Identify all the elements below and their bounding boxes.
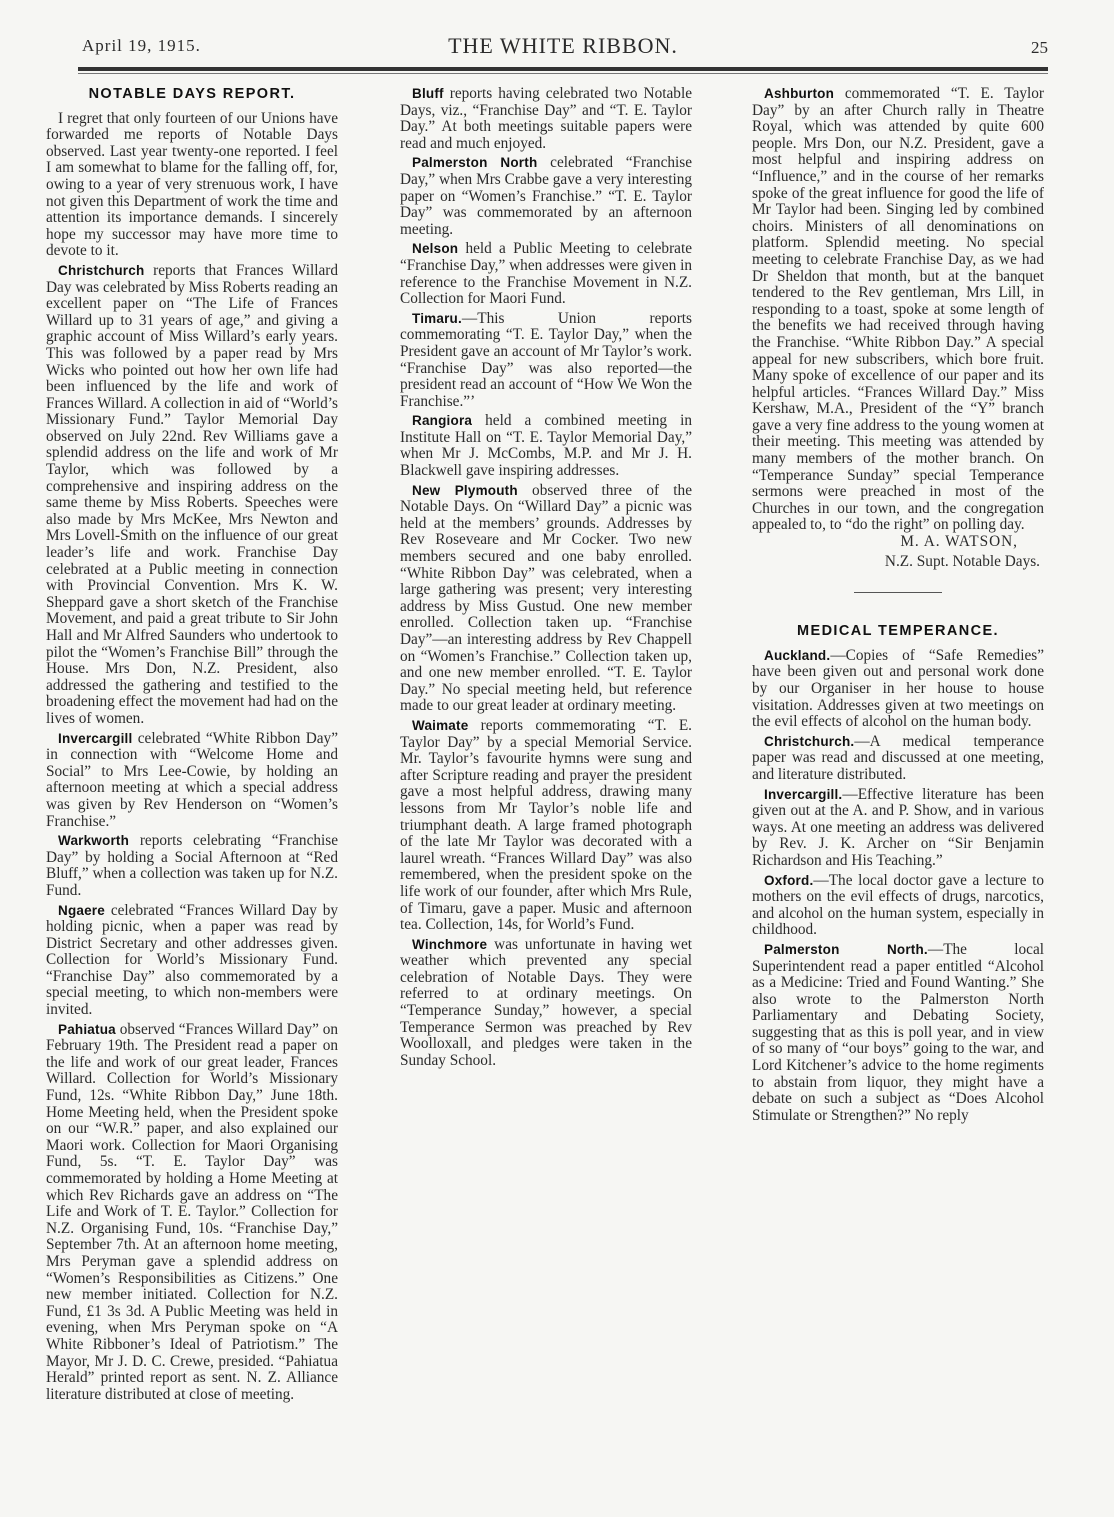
medical-place: Palmerston North. [764,941,928,957]
section-title-notable-days: NOTABLE DAYS REPORT. [88,86,296,102]
report-place: Timaru. [412,310,462,326]
report-paragraph [400,86,692,152]
column-3 [752,86,1044,1124]
header-rule [78,67,1048,71]
report-place: Rangiora [412,413,473,429]
report-place: Waimate [412,717,469,733]
report-text: reports celebrating “Franchise Day” by holding a Social Afternoon at “Red Bluff,” when a collection was taken up for N.Z. Fund. [46,832,338,899]
report-paragraph [400,241,692,307]
publication-title: THE WHITE RIBBON. [448,33,678,58]
report-text: —This Union reports commemorating “T. E. Taylor Day,” when the President gave an account of Mr Taylor’s work. “Franchise Day” was also reported—the president read an account of “How We Won the Franchise.”’ [400,309,692,410]
report-text: commemorated “T. E. Taylor Day” by an after Church rally in Theatre Royal, which was attended by quite 600 people. Mrs Don, our N.Z. President, gave a most helpful and inspiring address on “Influence,” and in the course of her remarks spoke of the great influence for good the life of Mr Taylor had been. Singing led by combined choirs. Ministers of all denominations on platform. Splendid meeting. No special meeting to celebrate Franchise Day, as we had Dr Sheldon that month, but at the banquet tendered to the Rev gentleman, Mrs Lill, in responding to a toast, spoke at some length of the benefits we had received through having the Franchise. “White Ribbon Day.” A special appeal for new subscribers, which bore fruit. Many spoke of excellence of our paper and its helpful articles. “Frances Willard Day.” Miss Kershaw, M.A., President of the “Y” branch gave a very fine address to the young women at their meeting. This meeting was attended by many members of the mother branch. On “Temperance Sunday” special Temperance sermons were preached in most of the Churches in our town, and the congregation appealed to, to “do the right” on polling day. [752,85,1044,534]
report-place: New Plymouth [412,482,518,498]
signature-name: M. A. WATSON, [900,533,1018,551]
section-divider [854,592,942,593]
header-rule-thin [78,73,1048,74]
medical-place: Invercargill. [764,786,843,802]
report-place: Palmerston North [412,155,538,171]
signature-block [752,534,1044,570]
report-paragraph [46,731,338,831]
report-place: Warkworth [58,833,130,849]
medical-place: Oxford. [764,872,814,888]
medical-text: —A medical temperance paper was read and discussed at one meeting, and literature distributed. [752,732,1044,783]
report-paragraph [46,1022,338,1404]
report-text: was unfortunate in having wet weather which prevented any special celebration of Notable Days. They were referred to at ordinary meetings. On “Temperance Sunday,” however, a special Temperance Sermon was preached by Rev Woolloxall, and pledges were taken in the Sunday School. [400,935,692,1069]
report-paragraph [46,903,338,1019]
report-text: held a Public Meeting to celebrate “Franchise Day,” when addresses were given in reference to the Franchise Movement in N.Z. Collection for Maori Fund. [400,240,692,308]
report-place: Pahiatua [58,1021,116,1037]
medical-text: —Effective literature has been given out at the A. and P. Show, and in various ways. At one meeting an address was delivered by Rev. J. K. Archer on “Sir Benjamin Richardson and His Teaching.” [752,785,1044,869]
report-paragraph [400,483,692,715]
report-text: held a combined meeting in Institute Hall on “T. E. Taylor Memorial Day,” when Mr J. McCombs, M.P. and Mr J. H. Blackwell gave inspiring addresses. [400,412,692,480]
column-1 [46,86,338,1403]
report-paragraph [400,413,692,479]
page-number: 25 [1031,38,1048,57]
report-paragraph [46,833,338,899]
medical-text: —The local doctor gave a lecture to mothers on the evil effects of drugs, narcotics, and alcohol on the human system, especially in childhood. [752,871,1044,939]
report-place: Bluff [412,86,444,101]
report-paragraph [46,263,338,728]
report-text: reports that Frances Willard Day was celebrated by Miss Roberts reading an excellent paper on “The Life of Frances Willard up to 31 years of age,” and giving a graphic account of Miss Willard’s early years. This was followed by a paper read by Mrs Wicks who pointed out how her own life had been influenced by the life and work of Frances Willard. A collection in aid of “World’s Missionary Fund.” Taylor Memorial Day observed on July 22nd. Rev Williams gave a splendid address on the life and work of Mr Taylor, which was followed by a comprehensive and inspiring address on the same theme by Miss Roberts. Speeches were also made by Mrs McKee, Mrs Newton and Mrs Lovell-Smith on the influence of our great leader’s life and work. Franchise Day celebrated at a Public meeting in connection with Provincial Convention. Mrs K. W. Sheppard gave a short sketch of the Franchise Movement, and paid a great tribute to Sir John Hall and Mr Alfred Saunders who undertook to pilot the “Women’s Franchise Bill” through the House. Mrs Don, N.Z. President, also addressed the gathering and testified to the broadening effect the movement had had on the lives of women. [46,261,338,727]
report-place: Winchmore [412,936,488,952]
report-paragraph [400,937,692,1070]
report-paragraph [400,311,692,411]
report-text: reports commemorating “T. E. Taylor Day” by a special Memorial Service. Mr. Taylor’s favourite hymns were sung and after Scripture reading and prayer the president gave a most helpful address, drawing many lessons from Mr Taylor’s noble life and triumphant death. A large framed photograph of the late Mr Taylor was decorated with a laurel wreath. “Frances Willard Day” was also remembered, when the president spoke on the life work of our founder, after which Mrs Rule, of Timaru, gave a paper. Music and afternoon tea. Collection, 14s, for World’s Fund. [400,716,692,934]
medical-text: —Copies of “Safe Remedies” have been given out and personal work done by our Organiser in her house to house visitation. Addresses given at two meetings on the evil effects of alcohol on the human body. [752,646,1044,731]
report-place: Ashburton [764,86,835,101]
medical-paragraph [752,648,1044,731]
report-place: Ngaere [58,902,105,918]
report-text: observed “Frances Willard Day” on February 19th. The President read a paper on the life and work of our great leader, Frances Willard. Collection for World’s Missionary Fund, 12s. “White Ribbon Day,” June 18th. Home Meeting held, when the President spoke on our “W.R.” paper, and also explained our Maori work. Collection for Maori Organising Fund, 5s. “T. E. Taylor Day” was commemorated by holding a Home Meeting at which Rev Richards gave an address on “The Life and Work of T. E. Taylor.” Collection for N.Z. Organising Fund, 10s. “Franchise Day,” September 7th. At an afternoon home meeting, Mrs Peryman gave a splendid address on “Women’s Responsibilities as Citizens.” One new member initiated. Collection for N.Z. Fund, £1 3s 3d. A Public Meeting was held in evening, when Mrs Peryman spoke on “A White Ribboner’s Ideal of Patriotism.” The Mayor, Mr J. D. C. Crewe, presided. “Pahiatua Herald” printed report as sent. N. Z. Alliance literature distributed at close of meeting. [46,1020,338,1403]
medical-paragraph [752,873,1044,939]
medical-place: Christchurch. [764,733,855,749]
signature-title: N.Z. Supt. Notable Days. [884,552,1040,570]
medical-text: —The local Superintendent read a paper entitled “Alcohol as a Medicine: Tried and Found Wanting.” She also wrote to the Palmerston North Parliamentary and Debating Society, suggesting that as this is poll year, and in view of so many of “our boys” going to the war, and Lord Kitchener’s advice to the home regiments to abstain from liquor, they might have a debate on such a subject as “Does Alcohol Stimulate or Strengthen?” No reply [752,940,1044,1124]
report-text: reports having celebrated two Notable Days, viz., “Franchise Day” and “T. E. Taylor Day.” At both meetings suitable papers were read and much enjoyed. [400,85,692,152]
report-place: Invercargill [58,730,133,746]
medical-paragraph [752,787,1044,870]
report-paragraph [752,86,1044,534]
column-2 [400,86,692,1069]
page-header [78,30,1048,66]
report-place: Nelson [412,241,459,257]
report-place: Christchurch [58,262,145,278]
report-text: celebrated “White Ribbon Day” in connection with “Welcome Home and Social” to Mrs Lee-Cowie, by holding an afternoon meeting at which a special address was given by Rev Henderson on “Women’s Franchise.” [46,729,338,830]
report-text: celebrated “Franchise Day,” when Mrs Crabbe gave a very interesting paper on “Women’s Franchise.” “T. E. Taylor Day” was commemorated by an afternoon meeting. [400,154,693,238]
intro-paragraph: I regret that only fourteen of our Unions have forwarded me reports of Notable Days observed. Last year twenty-one reported. I feel I am somewhat to blame for the falling off, for, owing to a year of very strenuous work, I have not given this Department of work the time and attention its importance demands. I sincerely hope my successor may have more time to devote to it. [46,109,338,260]
report-text: observed three of the Notable Days. On “Willard Day” a picnic was held at the members’ grounds. Addresses by Rev Roseveare and Mr Cocker. Two new members secured and one baby enrolled. “White Ribbon Day” was celebrated, when a large gathering was present; very interesting address by Miss Gustud. One new member enrolled. Collection taken up. “Franchise Day”—an interesting address by Rev Chappell on “Women’s Franchise.” Collection taken up, and one new member enrolled. “T. E. Taylor Day.” No special meeting held, but reference made to our great leader at ordinary meeting. [400,481,692,715]
medical-paragraph [752,734,1044,784]
medical-place: Auckland. [764,647,831,663]
issue-date: April 19, 1915. [82,36,201,55]
report-text: celebrated “Frances Willard Day by holding picnic, when a paper was read by District Secretary and other addresses given. Collection for World’s Missionary Fund. “Franchise Day” also commemorated by a special meeting, to which non-members were invited. [46,901,338,1019]
section-title-medical-temperance: MEDICAL TEMPERANCE. [797,623,999,640]
report-paragraph [400,718,692,934]
medical-paragraph [752,942,1044,1125]
report-paragraph [400,155,692,238]
